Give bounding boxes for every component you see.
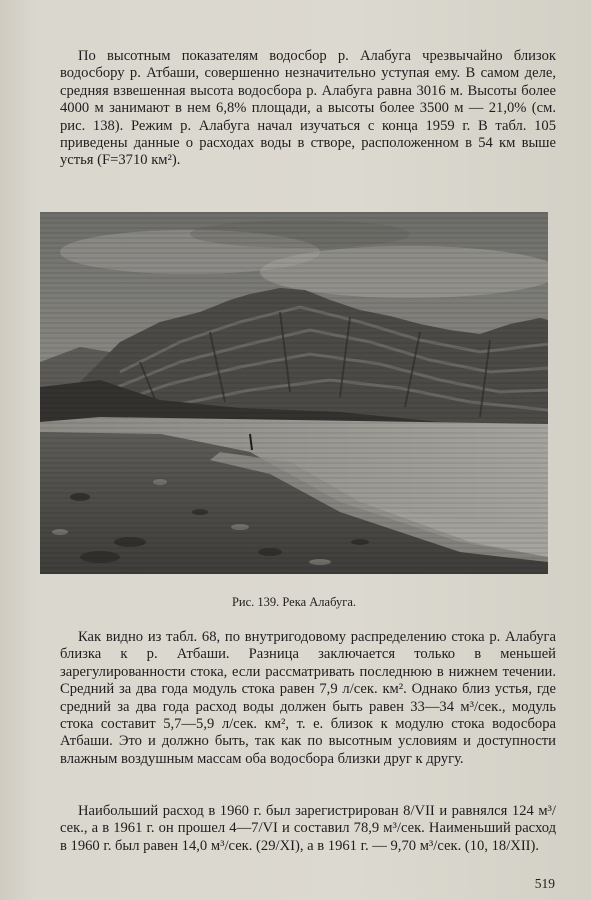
page-number: 519 [534, 876, 555, 891]
paragraph-2: Как видно из табл. 68, по внутригодовому распределению стока р. Алабуга близка к р. Атбаши. Разница заключается только в меньшей зарегулированности стока, если рассматривать последнюю в нижнем течении. Средний за два года модуль стока равен 7,9 л/сек. км². Однако близ устья, где средний за два года расход воды должен быть равен 33—34 м³/сек., модуль стока составит 5,7—5,9 л/сек. км², т. е. близок к модулю стока водосбора Атбаши. Это и должно быть, так как по высотным условиям и доступности влажным воздушным массам оба водосбора близки друг к другу. [60, 629, 556, 767]
paragraph-1: По высотным показателям водосбор р. Алабуга чрезвычайно близок водосбору р. Атбаши, совершенно незначительно уступая ему. В самом деле, средняя взвешенная высота водосбора р. Алабуга равна 3016 м. Высоты более 4000 м занимают в нем 6,8% площади, а высоты более 3500 м — 21,0% (см. рис. 138). Режим р. Алабуга начал изучаться с конца 1959 г. В табл. 105 приведены данные о расходах воды в створе, расположенном в 54 км выше устья (F=3710 км²). [60, 48, 556, 169]
paragraph-3: Наибольший расход в 1960 г. был зарегистрирован 8/VII и равнялся 124 м³/сек., а в 1961 г. он прошел 4—7/VI и составил 78,9 м³/сек. Наименьший расход в 1960 г. был равен 14,0 м³/сек. (29/XI), а в 1961 г. — 9,70 м³/сек. (10, 18/XII). [60, 803, 556, 854]
figure-caption: Рис. 139. Река Алабуга. [231, 595, 357, 609]
river-photo [40, 212, 548, 574]
